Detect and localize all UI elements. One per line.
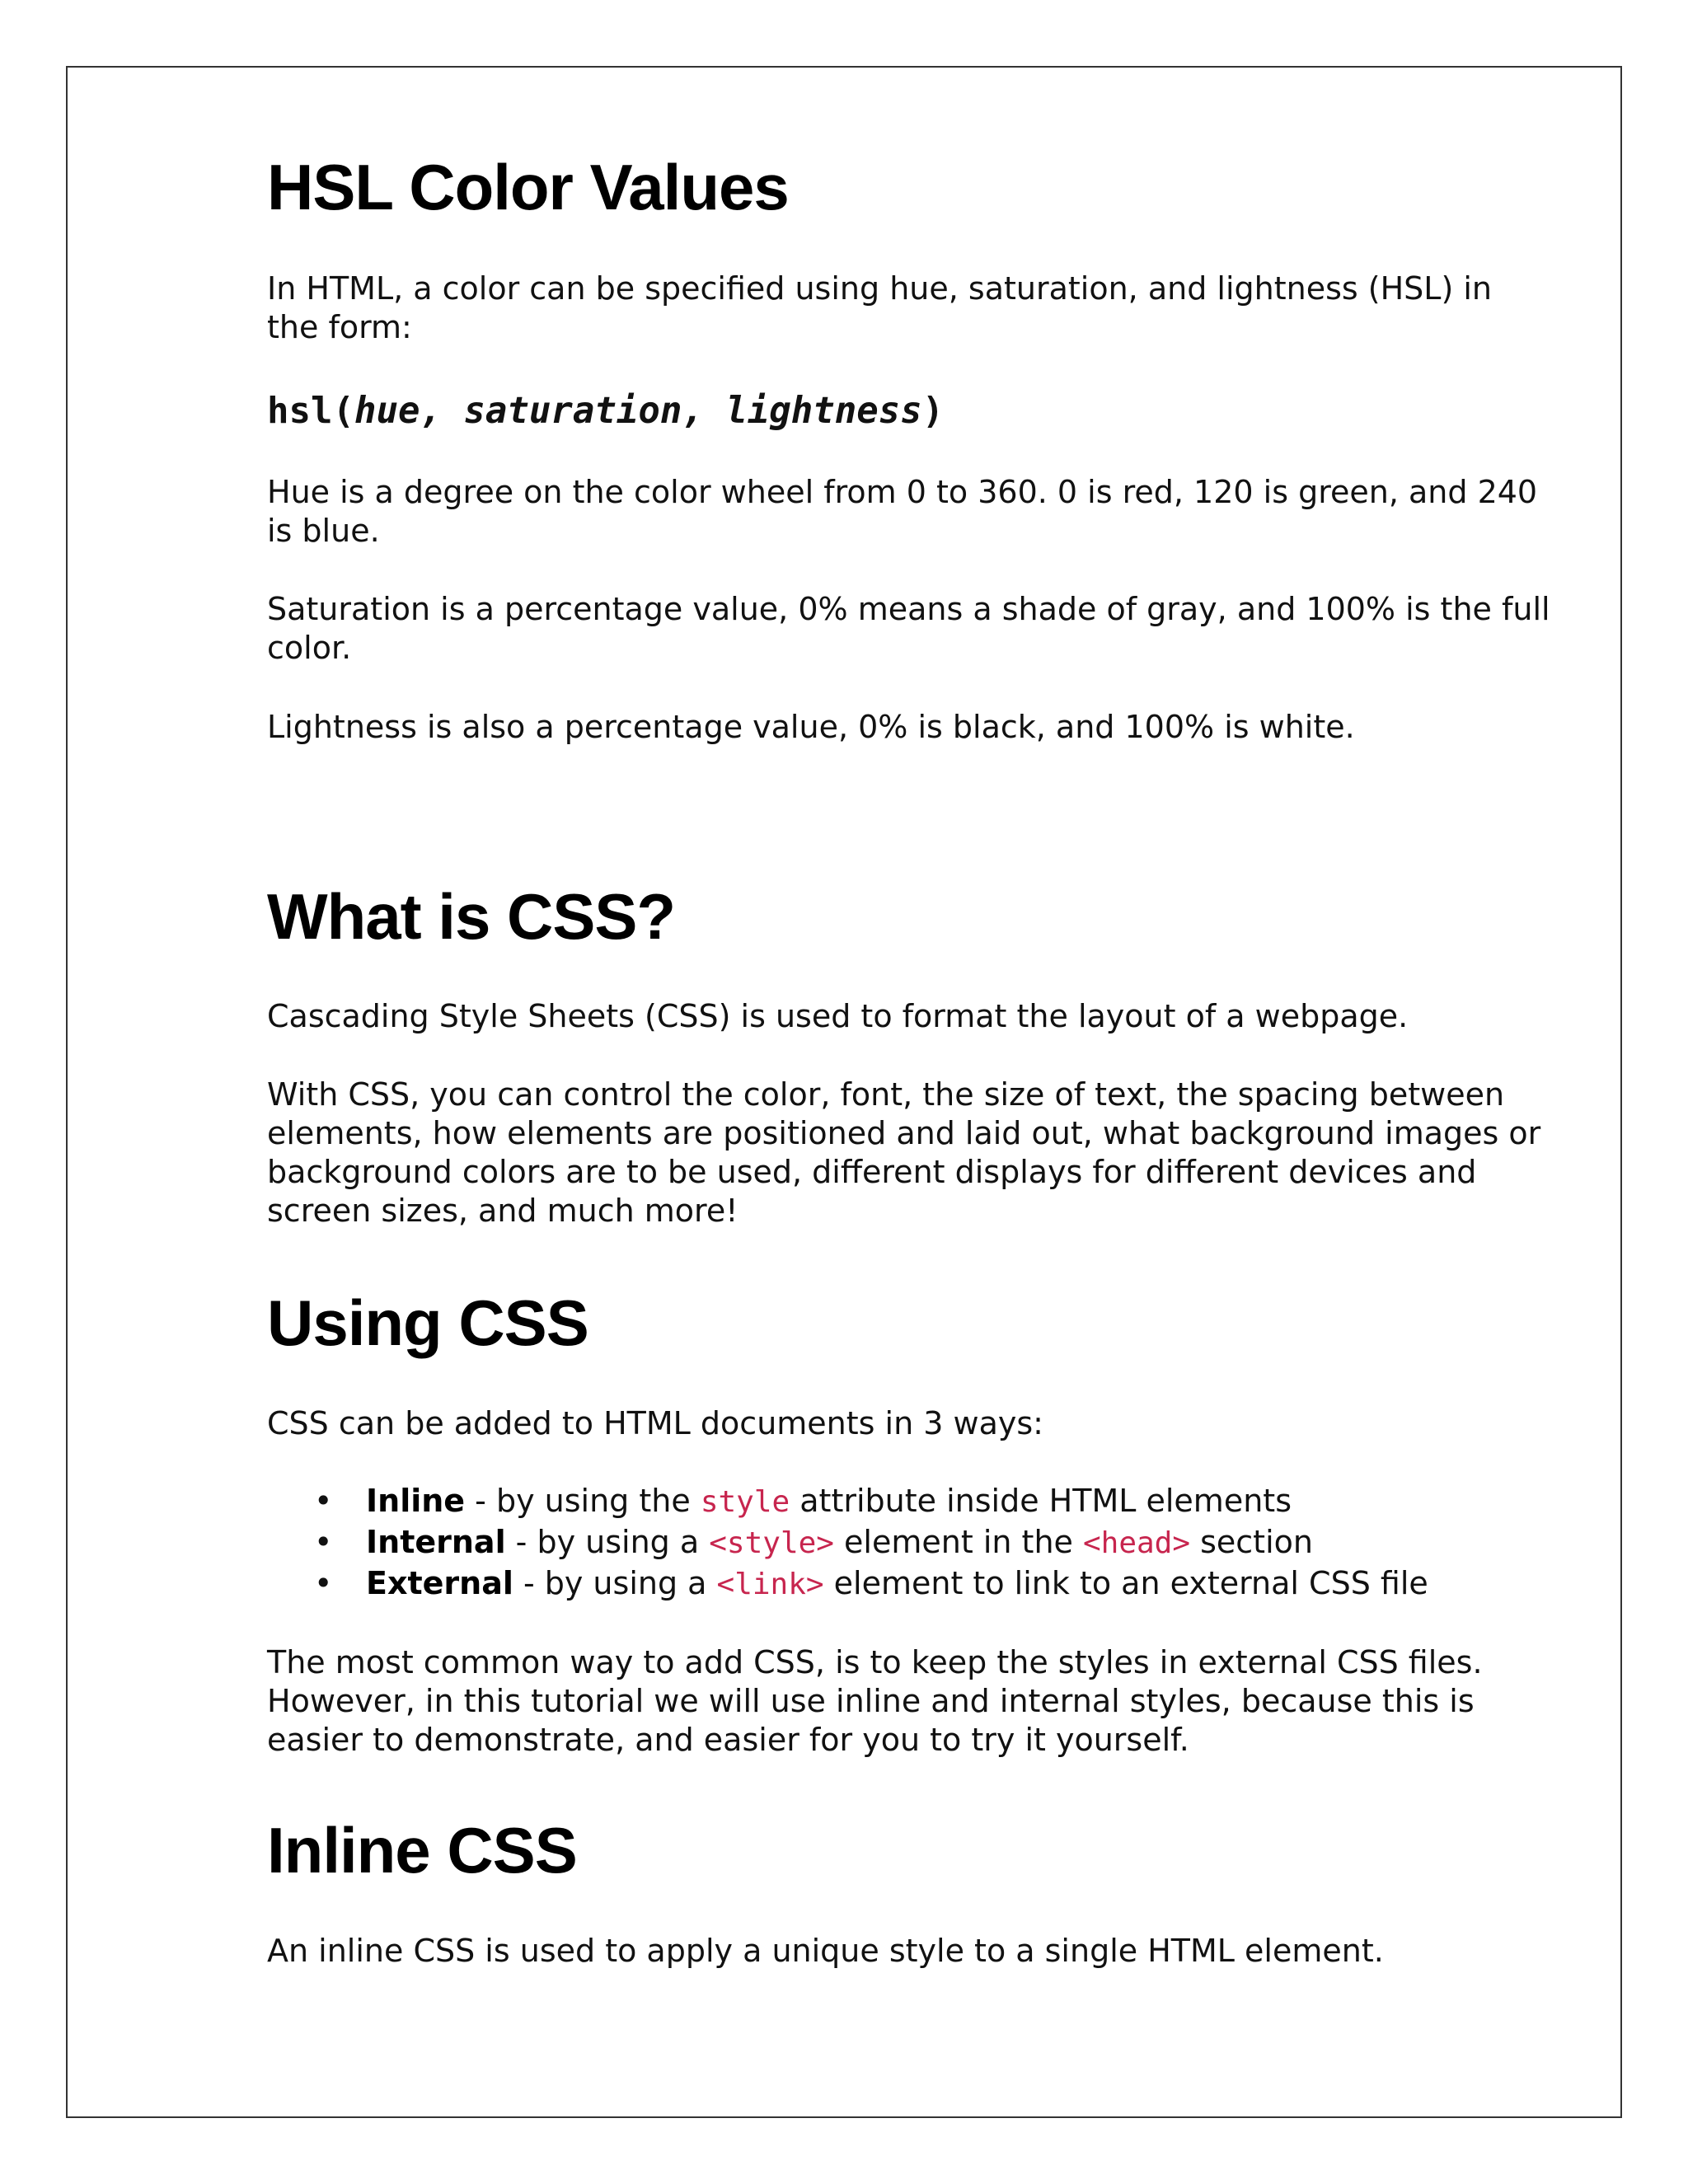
code-sep-1: , — [420, 390, 464, 432]
list-item-text: - by using the — [465, 1483, 701, 1519]
list-item-text: attribute inside HTML elements — [790, 1483, 1292, 1519]
heading-inline-css: Inline CSS — [267, 1814, 577, 1886]
code-link-tag: <link> — [716, 1568, 824, 1601]
heading-what-is-css: What is CSS? — [267, 880, 676, 953]
list-item-term: Inline — [366, 1483, 466, 1519]
what-is-css-para-2: With CSS, you can control the color, font, the size of text, the spacing between elements, how elements are positioned and laid out, what background images or background colors are to be used, different displays for different devices and screen sizes, and much more! — [267, 1076, 1541, 1229]
hsl-syntax-code — [267, 389, 944, 434]
code-arg-lightness: lightness — [725, 390, 922, 432]
list-item-text: element in the — [833, 1524, 1083, 1560]
hsl-intro-text: In HTML, a color can be specified using hue, saturation, and lightness (HSL) in the form: — [267, 270, 1492, 345]
list-item-term: External — [366, 1565, 513, 1601]
code-arg-saturation: saturation — [463, 390, 682, 432]
code-sep-2: , — [682, 390, 726, 432]
hsl-lightness-text: Lightness is also a percentage value, 0% is black, and 100% is white. — [267, 709, 1355, 745]
bullet-icon: • — [314, 1565, 333, 1601]
list-item — [267, 1481, 1569, 1522]
list-item-text: element to link to an external CSS file — [823, 1565, 1428, 1601]
list-item-text: section — [1190, 1524, 1313, 1560]
code-fn-close: ) — [921, 390, 945, 432]
code-style-tag: <style> — [709, 1526, 834, 1560]
list-item — [267, 1563, 1569, 1605]
hsl-saturation-text: Saturation is a percentage value, 0% means a shade of gray, and 100% is the full color. — [267, 591, 1550, 666]
list-item-text: - by using a — [505, 1524, 710, 1560]
inline-css-para: An inline CSS is used to apply a unique style to a single HTML element. — [267, 1933, 1384, 1969]
using-css-intro: CSS can be added to HTML documents in 3 ways: — [267, 1405, 1043, 1441]
bullet-icon: • — [314, 1483, 333, 1519]
heading-hsl-color-values: HSL Color Values — [267, 151, 789, 223]
code-fn-open: hsl( — [267, 390, 354, 432]
list-item-term: Internal — [366, 1524, 506, 1560]
hsl-hue-text: Hue is a degree on the color wheel from 0 to 360. 0 is red, 120 is green, and 240 is blue. — [267, 474, 1538, 549]
using-css-outro: The most common way to add CSS, is to keep the styles in external CSS files. However, in this tutorial we will use inline and internal styles, because this is easier to demonstrate, and easier for you to try it yourself. — [267, 1644, 1483, 1758]
css-methods-list — [267, 1481, 1569, 1605]
page-frame — [66, 66, 1622, 2118]
code-head-tag: <head> — [1082, 1526, 1191, 1560]
what-is-css-para-1: Cascading Style Sheets (CSS) is used to format the layout of a webpage. — [267, 998, 1409, 1034]
code-arg-hue: hue — [354, 390, 420, 432]
list-item-text: - by using a — [513, 1565, 717, 1601]
heading-using-css: Using CSS — [267, 1286, 588, 1359]
code-style-attr: style — [700, 1485, 790, 1519]
list-item — [267, 1522, 1569, 1563]
bullet-icon: • — [314, 1524, 333, 1560]
